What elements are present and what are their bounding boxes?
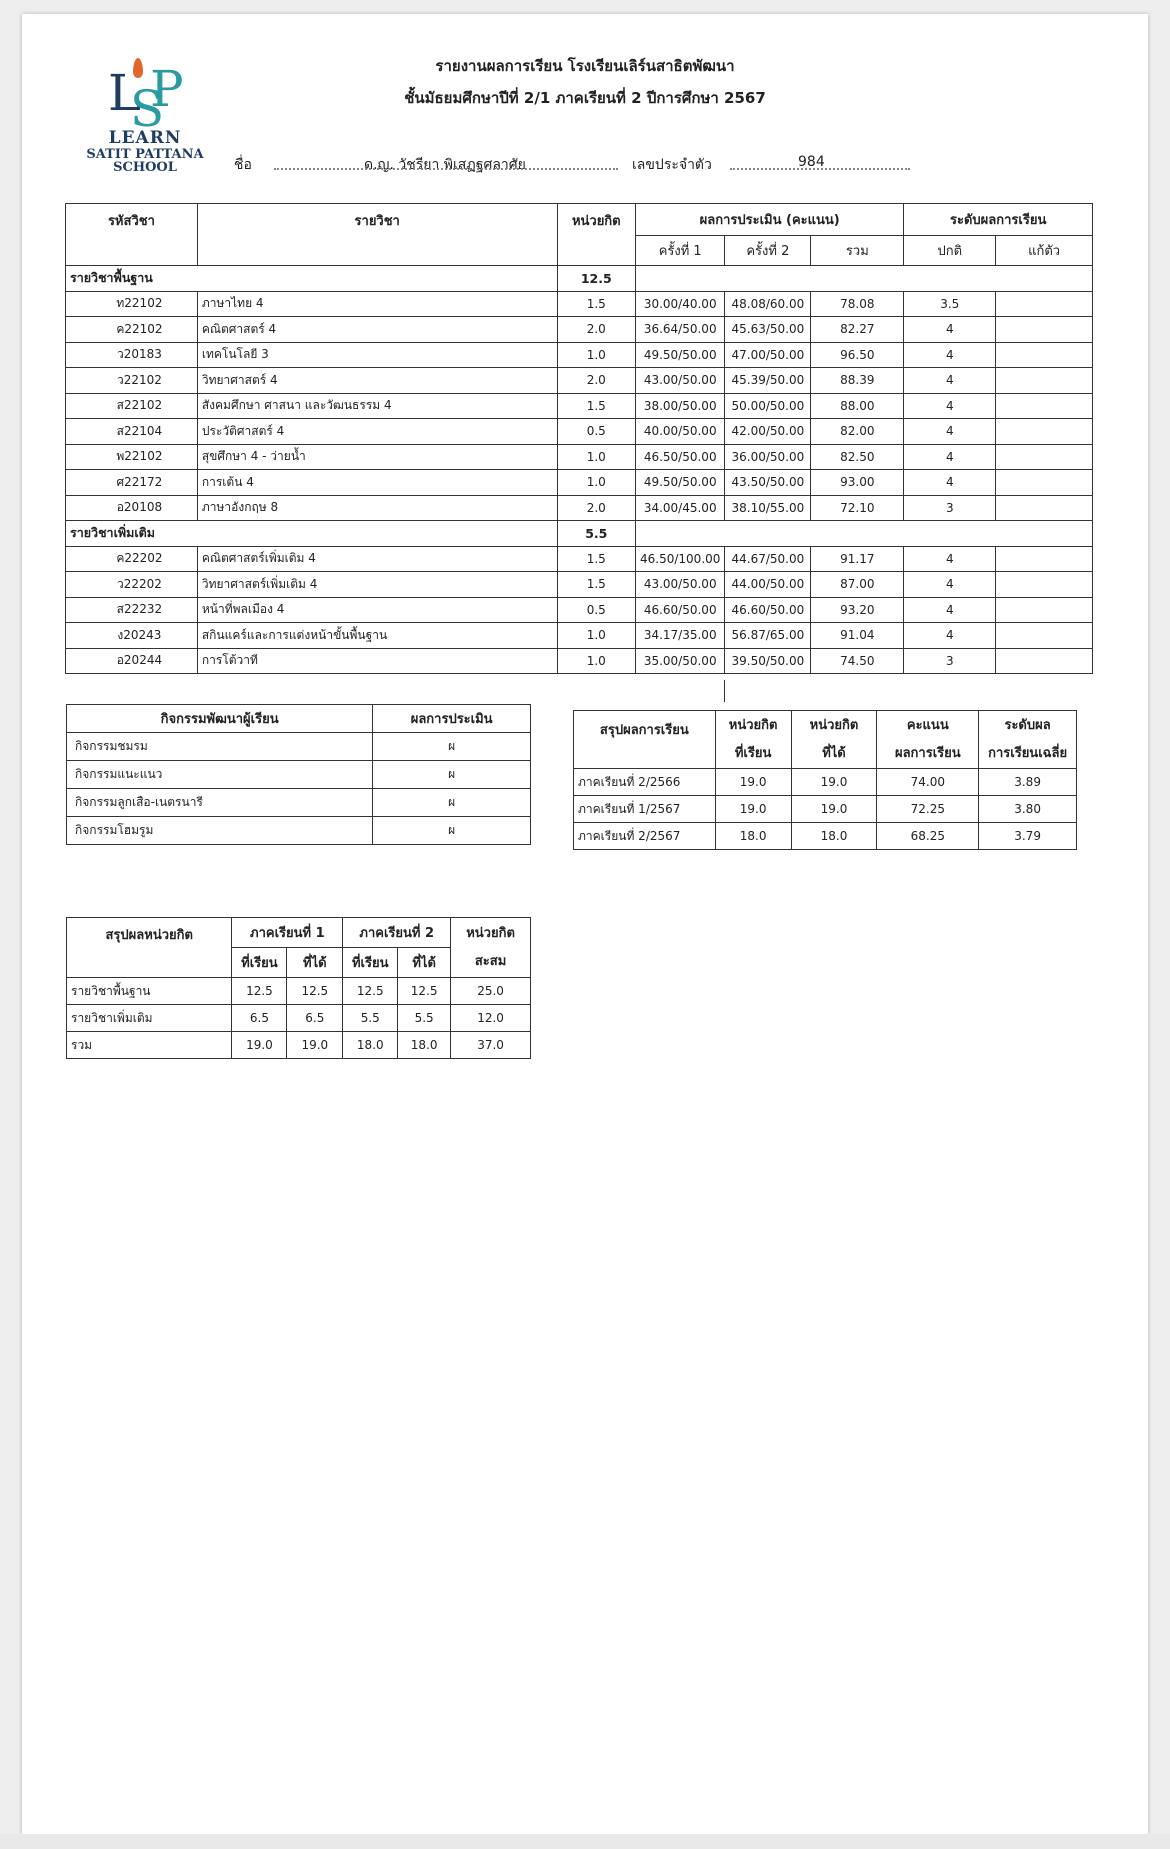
core-section-credit: 12.5 [557,266,635,292]
extra-section-row [66,521,1093,547]
grade-normal: 4 [904,317,996,343]
grade-remedial [996,342,1093,368]
table-row [66,597,1093,623]
summary-header-term: สรุปผลการเรียน [574,711,716,769]
summary-header-score-1: คะแนน [906,717,949,733]
credits-t2-earned: 18.0 [398,1032,451,1059]
subject-code: ค22102 [66,317,198,343]
header-credit: หน่วยกิต [557,204,635,266]
summary-header-taken-1: หน่วยกิต [728,717,778,733]
activity-result: ผ [373,817,531,845]
header-remedial: แก้ตัว [996,236,1093,266]
grade-normal: 4 [904,470,996,496]
subject-code: อ20244 [66,648,198,674]
grade-normal: 4 [904,419,996,445]
subject-credit: 1.0 [557,342,635,368]
header-code: รหัสวิชา [66,204,198,266]
header-level: ระดับผลการเรียน [904,204,1093,236]
score-round-2: 44.00/50.00 [725,572,811,598]
score-total: 91.04 [811,623,904,649]
summary-header-score-2: ผลการเรียน [894,745,961,761]
grade-remedial [996,393,1093,419]
summary-term: ภาคเรียนที่ 2/2566 [574,769,716,796]
credits-body [67,978,531,1059]
credits-header-t2-earned: ที่ได้ [398,948,451,978]
score-round-2: 42.00/50.00 [725,419,811,445]
credits-header-t1-taken: ที่เรียน [232,948,287,978]
grade-normal: 3 [904,648,996,674]
activities-header-result: ผลการประเมิน [373,705,531,733]
logo-line-2: SATIT PATTANA [86,146,204,162]
summary-score: 74.00 [877,769,979,796]
summary-term: ภาคเรียนที่ 2/2567 [574,823,716,850]
summary-header-earned-2: ที่ได้ [822,745,846,761]
report-subtitle: ชั้นมัธยมศึกษาปีที่ 2/1 ภาคเรียนที่ 2 ปีการศึกษา 2567 [404,89,766,107]
table-row [67,978,531,1005]
grade-remedial [996,419,1093,445]
credits-accum: 12.0 [451,1005,531,1032]
credits-t1-taken: 12.5 [232,978,287,1005]
header-total: รวม [811,236,904,266]
id-dotted-line [730,168,910,170]
grade-normal: 4 [904,444,996,470]
score-total: 91.17 [811,546,904,572]
score-round-2: 45.63/50.00 [725,317,811,343]
table-row [66,470,1093,496]
credits-t2-taken: 5.5 [343,1005,398,1032]
score-round-1: 46.50/50.00 [636,444,725,470]
table-row [574,823,1077,850]
logo-letter-p: P [150,60,184,118]
summary-table [573,710,1077,850]
grade-normal: 4 [904,623,996,649]
name-dotted-line [274,168,618,170]
grade-remedial [996,470,1093,496]
activity-result: ผ [373,733,531,761]
grade-remedial [996,317,1093,343]
score-round-1: 46.50/100.00 [636,546,725,572]
table-row [574,769,1077,796]
score-round-1: 40.00/50.00 [636,419,725,445]
header-round-1: ครั้งที่ 1 [636,236,725,266]
core-section-row [66,266,1093,292]
score-round-1: 43.00/50.00 [636,572,725,598]
core-section-label: รายวิชาพื้นฐาน [66,266,558,292]
subject-name: วิทยาศาสตร์ 4 [197,368,557,394]
score-round-2: 56.87/65.00 [725,623,811,649]
score-round-1: 49.50/50.00 [636,470,725,496]
subject-name: ภาษาอังกฤษ 8 [197,495,557,521]
table-row [67,817,531,845]
subject-code: ค22202 [66,546,198,572]
summary-score: 72.25 [877,796,979,823]
summary-header-gpa [979,711,1077,769]
summary-taken: 19.0 [715,796,791,823]
grade-remedial [996,623,1093,649]
subject-name: คณิตศาสตร์ 4 [197,317,557,343]
credits-t2-taken: 12.5 [343,978,398,1005]
activities-header-row [67,705,531,733]
score-round-1: 35.00/50.00 [636,648,725,674]
subject-code: อ20108 [66,495,198,521]
table-row [67,1032,531,1059]
credits-header-term-1: ภาคเรียนที่ 1 [232,918,343,948]
table-row [66,648,1093,674]
summary-gpa: 3.80 [979,796,1077,823]
score-round-1: 38.00/50.00 [636,393,725,419]
grade-remedial [996,546,1093,572]
credits-accum: 37.0 [451,1032,531,1059]
table-row [66,317,1093,343]
summary-body [574,769,1077,850]
subject-name: หน้าที่พลเมือง 4 [197,597,557,623]
score-total: 88.39 [811,368,904,394]
score-round-1: 34.00/45.00 [636,495,725,521]
table-row [67,761,531,789]
header-round-2: ครั้งที่ 2 [725,236,811,266]
subject-credit: 1.5 [557,291,635,317]
score-round-2: 50.00/50.00 [725,393,811,419]
grades-header-row-1 [66,204,1093,236]
subject-code: พ22102 [66,444,198,470]
subject-code: ว20183 [66,342,198,368]
name-label: ชื่อ [234,157,252,173]
extra-section [66,521,1093,674]
subject-credit: 1.5 [557,546,635,572]
subject-credit: 1.0 [557,444,635,470]
credits-t2-taken: 18.0 [343,1032,398,1059]
summary-earned: 19.0 [791,769,877,796]
credits-t1-taken: 19.0 [232,1032,287,1059]
table-row [67,1005,531,1032]
summary-header-score [877,711,979,769]
grade-normal: 3.5 [904,291,996,317]
score-total: 93.20 [811,597,904,623]
subject-name: สุขศึกษา 4 - ว่ายน้ำ [197,444,557,470]
subject-credit: 0.5 [557,597,635,623]
score-total: 87.00 [811,572,904,598]
subject-name: วิทยาศาสตร์เพิ่มเติม 4 [197,572,557,598]
table-row [66,291,1093,317]
credits-header-row-1 [67,918,531,948]
table-row [66,419,1093,445]
logo-letter-s: S [130,80,165,138]
logo-line-1: LEARN [108,128,182,148]
score-total: 78.08 [811,291,904,317]
credits-accum: 25.0 [451,978,531,1005]
score-total: 88.00 [811,393,904,419]
subject-credit: 2.0 [557,495,635,521]
extra-section-label: รายวิชาเพิ่มเติม [66,521,558,547]
credits-header-term-2: ภาคเรียนที่ 2 [343,918,451,948]
summary-taken: 18.0 [715,823,791,850]
subject-name: สกินแคร์และการแต่งหน้าขั้นพื้นฐาน [197,623,557,649]
score-round-2: 39.50/50.00 [725,648,811,674]
subject-code: ว22102 [66,368,198,394]
grade-normal: 3 [904,495,996,521]
activities-table [66,704,531,845]
subject-name: การเต้น 4 [197,470,557,496]
subject-name: คณิตศาสตร์เพิ่มเติม 4 [197,546,557,572]
header-evaluation: ผลการประเมิน (คะแนน) [636,204,904,236]
core-section-blank [636,266,1093,292]
header-subject: รายวิชา [197,204,557,266]
student-id: 984 [798,154,825,170]
subject-credit: 0.5 [557,419,635,445]
credits-t1-earned: 19.0 [287,1032,343,1059]
summary-score: 68.25 [877,823,979,850]
activity-result: ผ [373,789,531,817]
subject-name: ประวัติศาสตร์ 4 [197,419,557,445]
score-total: 82.00 [811,419,904,445]
subject-code: ท22102 [66,291,198,317]
score-round-2: 36.00/50.00 [725,444,811,470]
subject-code: ส22102 [66,393,198,419]
score-round-2: 47.00/50.00 [725,342,811,368]
activities-body [67,733,531,845]
subject-name: เทคโนโลยี 3 [197,342,557,368]
score-total: 82.27 [811,317,904,343]
summary-header-earned-1: หน่วยกิต [809,717,859,733]
subject-code: ง20243 [66,623,198,649]
grade-normal: 4 [904,393,996,419]
activity-name: กิจกรรมชมรม [67,733,373,761]
grades-table [65,203,1093,674]
subject-credit: 1.0 [557,623,635,649]
grade-remedial [996,572,1093,598]
grade-normal: 4 [904,572,996,598]
subject-credit: 1.0 [557,470,635,496]
subject-code: ส22232 [66,597,198,623]
summary-header-row [574,711,1077,769]
subject-credit: 1.5 [557,572,635,598]
credits-label: รายวิชาพื้นฐาน [67,978,232,1005]
credits-t2-earned: 5.5 [398,1005,451,1032]
score-round-1: 43.00/50.00 [636,368,725,394]
score-total: 96.50 [811,342,904,368]
grade-normal: 4 [904,597,996,623]
score-round-1: 46.60/50.00 [636,597,725,623]
score-total: 93.00 [811,470,904,496]
summary-earned: 19.0 [791,796,877,823]
score-round-2: 48.08/60.00 [725,291,811,317]
summary-header-taken-2: ที่เรียน [734,745,772,761]
subject-code: ศ22172 [66,470,198,496]
core-section [66,266,1093,521]
extra-section-blank [636,521,1093,547]
score-round-2: 45.39/50.00 [725,368,811,394]
credits-t1-taken: 6.5 [232,1005,287,1032]
student-id-label: เลขประจำตัว [632,157,712,173]
summary-header-gpa-1: ระดับผล [1004,717,1051,733]
activity-name: กิจกรรมแนะแนว [67,761,373,789]
subject-credit: 2.0 [557,368,635,394]
credits-label: รายวิชาเพิ่มเติม [67,1005,232,1032]
table-row [66,495,1093,521]
activities-header-name: กิจกรรมพัฒนาผู้เรียน [67,705,373,733]
activity-name: กิจกรรมลูกเสือ-เนตรนารี [67,789,373,817]
table-row [66,572,1093,598]
score-round-1: 49.50/50.00 [636,342,725,368]
summary-taken: 19.0 [715,769,791,796]
subject-code: ว22202 [66,572,198,598]
subject-name: การโต้วาที [197,648,557,674]
school-logo [80,50,210,175]
grade-remedial [996,291,1093,317]
logo-line-3: SCHOOL [113,160,177,176]
score-total: 82.50 [811,444,904,470]
table-row [66,368,1093,394]
summary-gpa: 3.89 [979,769,1077,796]
credits-t1-earned: 6.5 [287,1005,343,1032]
score-round-2: 38.10/55.00 [725,495,811,521]
subject-credit: 2.0 [557,317,635,343]
extra-section-credit: 5.5 [557,521,635,547]
score-round-2: 44.67/50.00 [725,546,811,572]
credits-label: รวม [67,1032,232,1059]
table-row [66,393,1093,419]
summary-earned: 18.0 [791,823,877,850]
credits-t1-earned: 12.5 [287,978,343,1005]
grade-normal: 4 [904,342,996,368]
header-normal: ปกติ [904,236,996,266]
score-round-1: 36.64/50.00 [636,317,725,343]
summary-header-taken [715,711,791,769]
grade-remedial [996,444,1093,470]
credits-table [66,917,531,1059]
table-separator-line [724,680,725,702]
grade-remedial [996,597,1093,623]
subject-credit: 1.5 [557,393,635,419]
grade-remedial [996,368,1093,394]
table-row [66,444,1093,470]
score-round-1: 30.00/40.00 [636,291,725,317]
summary-term: ภาคเรียนที่ 1/2567 [574,796,716,823]
credits-header-t1-earned: ที่ได้ [287,948,343,978]
summary-header-earned [791,711,877,769]
page-bottom-strip [0,1834,1170,1849]
subject-name: สังคมศึกษา ศาสนา และวัฒนธรรม 4 [197,393,557,419]
summary-gpa: 3.79 [979,823,1077,850]
credits-header-accum [451,918,531,978]
grade-remedial [996,648,1093,674]
credits-t2-earned: 12.5 [398,978,451,1005]
credits-header-title: สรุปผลหน่วยกิต [67,918,232,978]
student-name: ด.ญ. วัชรียา พิเสฏฐศลาศัย [364,157,526,173]
table-row [66,342,1093,368]
grade-normal: 4 [904,368,996,394]
logo-letter-l: L [108,64,142,122]
activity-name: กิจกรรมโฮมรูม [67,817,373,845]
subject-name: ภาษาไทย 4 [197,291,557,317]
table-row [574,796,1077,823]
score-round-2: 43.50/50.00 [725,470,811,496]
activity-result: ผ [373,761,531,789]
subject-credit: 1.0 [557,648,635,674]
report-title: รายงานผลการเรียน โรงเรียนเลิร์นสาธิตพัฒนา [435,57,735,75]
score-total: 74.50 [811,648,904,674]
subject-code: ส22104 [66,419,198,445]
credits-header-accum-1: หน่วยกิต [466,925,515,941]
grade-normal: 4 [904,546,996,572]
score-round-1: 34.17/35.00 [636,623,725,649]
score-round-2: 46.60/50.00 [725,597,811,623]
table-row [67,733,531,761]
score-total: 72.10 [811,495,904,521]
credits-header-accum-2: สะสม [474,953,507,969]
grade-remedial [996,495,1093,521]
credits-header-t2-taken: ที่เรียน [343,948,398,978]
table-row [67,789,531,817]
table-row [66,623,1093,649]
summary-header-gpa-2: การเรียนเฉลี่ย [988,745,1068,761]
table-row [66,546,1093,572]
